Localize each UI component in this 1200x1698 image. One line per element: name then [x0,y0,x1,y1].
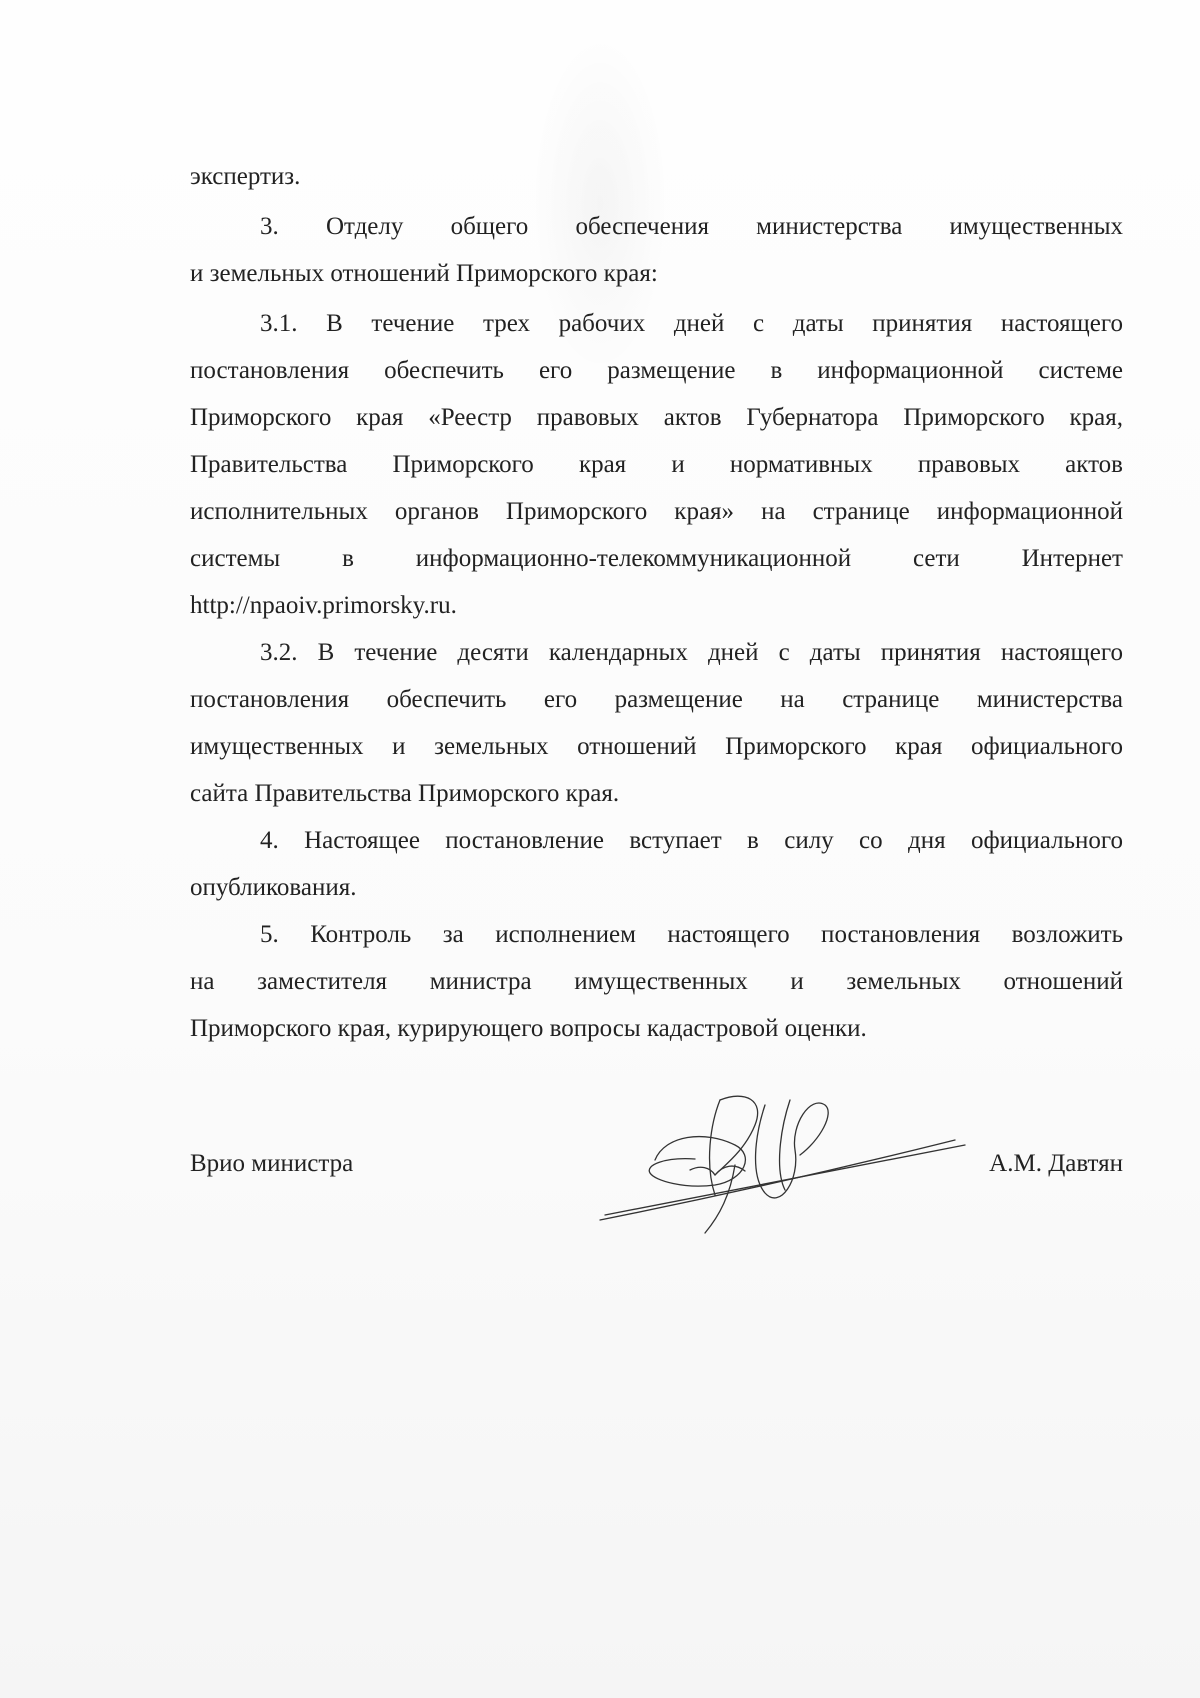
text-line: исполнительных органов Приморского края» на странице информационной [190,498,1123,525]
text-line: 4. Настоящее постановление вступает в силу со дня официального [260,827,1123,854]
signature-stroke [690,1166,745,1175]
text-line: постановления обеспечить его размещение на странице министерства [190,686,1123,713]
signature-stroke [710,1100,720,1195]
text-line: постановления обеспечить его размещение в информационной системе [190,357,1123,384]
signatory-name: А.М. Давтян [989,1150,1123,1177]
text-line: 5. Контроль за исполнением настоящего постановления возложить [260,921,1123,948]
text-line: экспертиз. [190,163,301,190]
text-line: сайта Правительства Приморского края. [190,780,620,807]
signature-stroke [780,1100,790,1190]
text-line: Приморского края, курирующего вопросы кадастровой оценки. [190,1015,867,1042]
text-line: Правительства Приморского края и нормативных правовых актов [190,451,1123,478]
document-body [190,153,1123,1052]
signatory-title: Врио министра [190,1150,354,1177]
text-line: http://npaoiv.primorsky.ru. [190,592,457,619]
signature-stroke [715,1096,758,1175]
text-line: системы в информационно-телекоммуникационной сети Интернет [190,545,1123,572]
signature-stroke [600,1140,955,1220]
text-line: 3. Отделу общего обеспечения министерства имущественных [260,213,1123,240]
text-line: 3.2. В течение десяти календарных дней с даты принятия настоящего [260,639,1123,666]
text-line: Приморского края «Реестр правовых актов Губернатора Приморского края, [190,404,1123,431]
text-line: опубликования. [190,874,357,901]
text-line: и земельных отношений Приморского края: [190,260,658,287]
text-line: на заместителя министра имущественных и земельных отношений [190,968,1123,995]
handwritten-signature [595,1085,975,1235]
text-line: 3.1. В течение трех рабочих дней с даты принятия настоящего [260,310,1123,337]
text-line: имущественных и земельных отношений Приморского края официального [190,733,1123,760]
signature-stroke [705,1165,735,1233]
signature-stroke [649,1137,745,1187]
